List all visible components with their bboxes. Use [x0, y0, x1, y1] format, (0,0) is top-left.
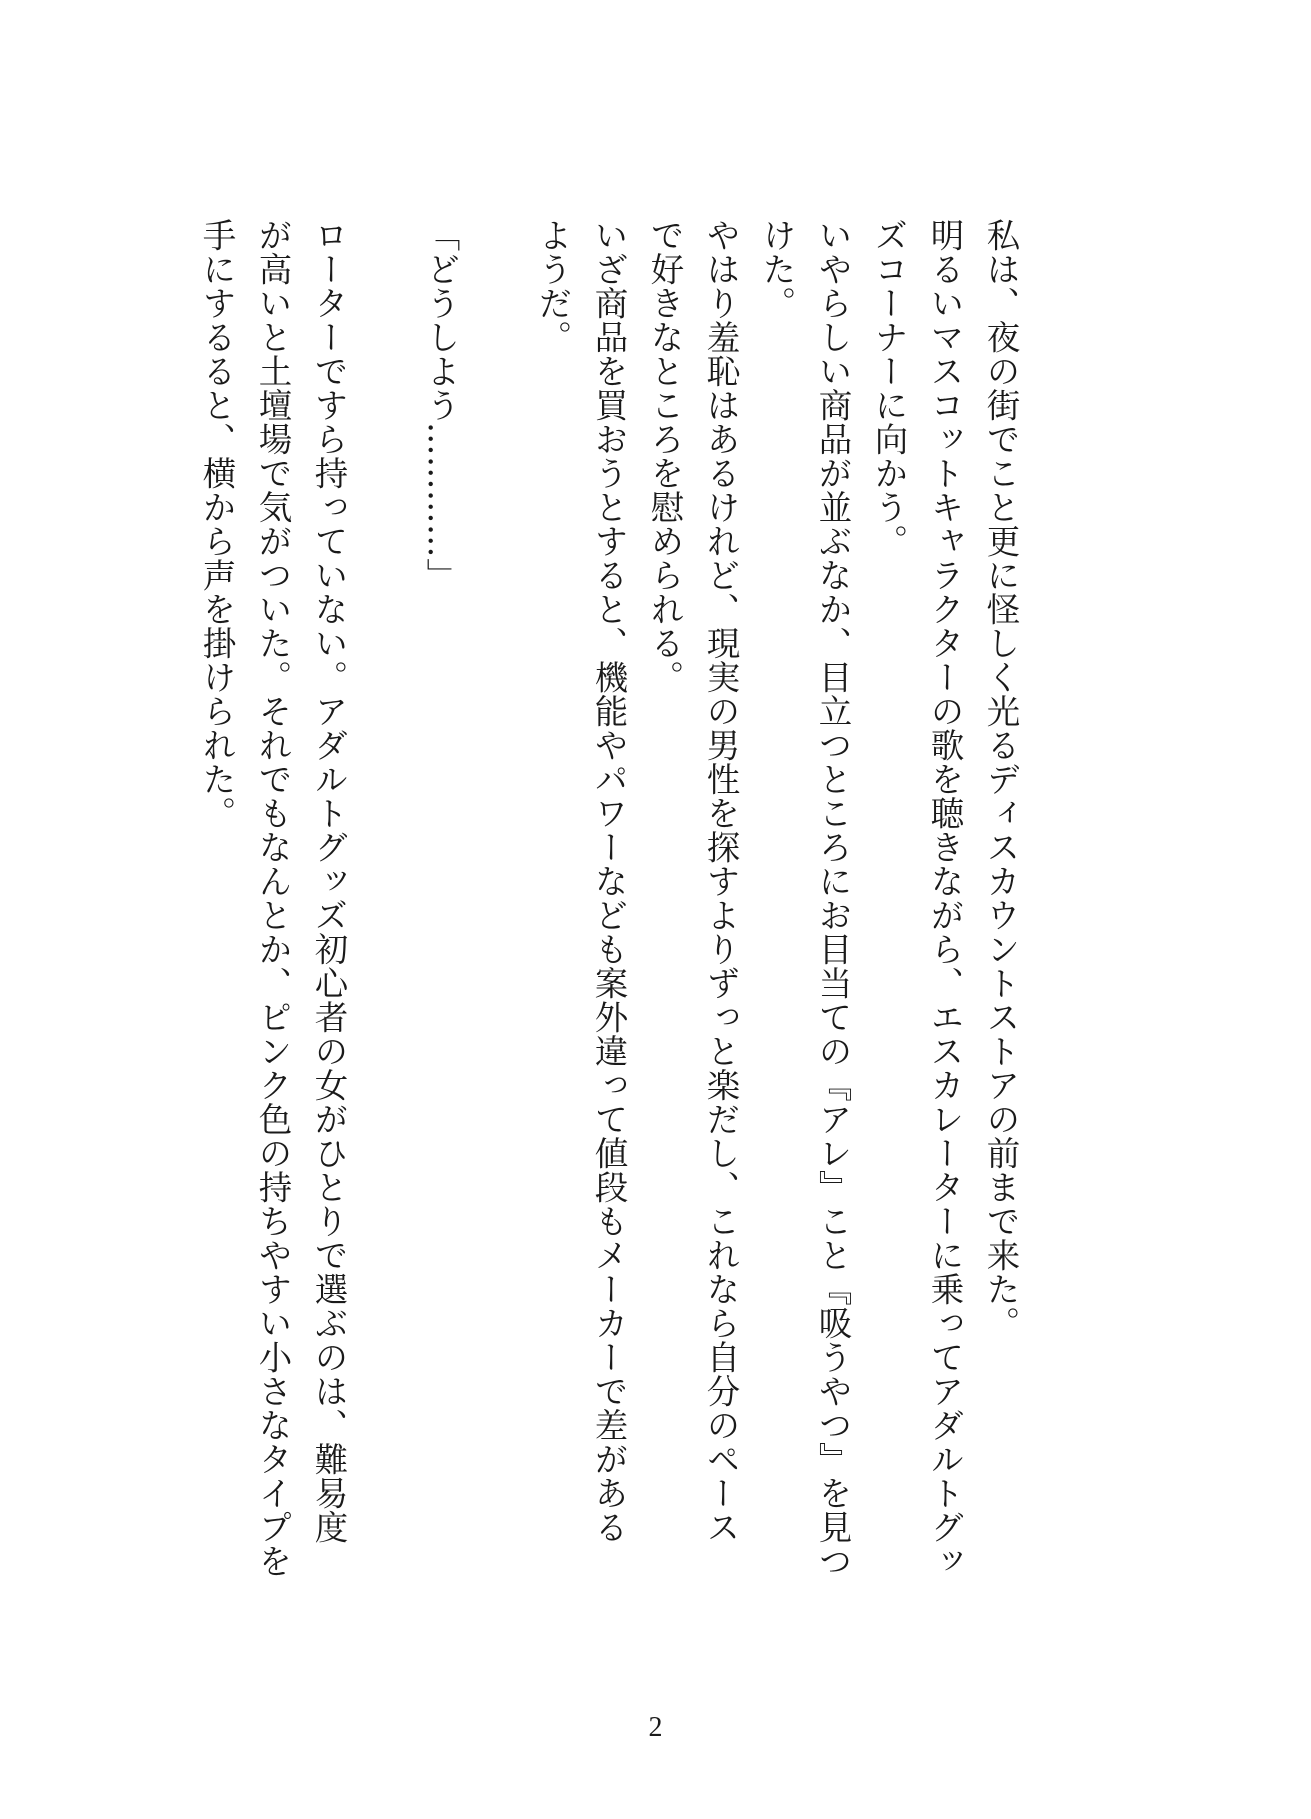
text-line: やはり羞恥はあるけれど、現実の男性を探すよりずっと楽だし、これなら自分のペース [701, 218, 740, 1544]
text-line: で好きなところを慰められる。 [645, 218, 684, 694]
text-line: けた。 [757, 218, 796, 320]
vertical-text-body [188, 218, 1028, 1658]
blank-line [356, 218, 412, 1658]
page-number: 2 [648, 1712, 663, 1743]
text-line: ズコーナーに向かう。 [869, 218, 908, 558]
text-line: いやらしい商品が並ぶなか、目立つところにお目当ての『アレ』こと『吸うやつ』を見つ [813, 218, 852, 1578]
text-line: 手にするると、横から声を掛けられた。 [197, 218, 236, 830]
text-line: 私は、夜の街でこと更に怪しく光るディスカウントストアの前まで来た。 [981, 218, 1020, 1340]
text-line: 明るいマスコットキャラクターの歌を聴きながら、エスカレーターに乗ってアダルトグッ [925, 218, 964, 1578]
blank-line [468, 218, 524, 1658]
text-line: いざ商品を買おうとすると、機能やパワーなども案外違って値段もメーカーで差がある [589, 218, 628, 1544]
text-line: が高いと土壇場で気がついた。それでもなんとか、ピンク色の持ちやすい小さなタイプを [253, 218, 292, 1578]
dialogue-line: 「どうしよう…………」 [421, 218, 460, 592]
text-line: ローターですら持っていない。アダルトグッズ初心者の女がひとりで選ぶのは、難易度 [309, 218, 348, 1544]
text-line: ようだ。 [533, 218, 572, 354]
